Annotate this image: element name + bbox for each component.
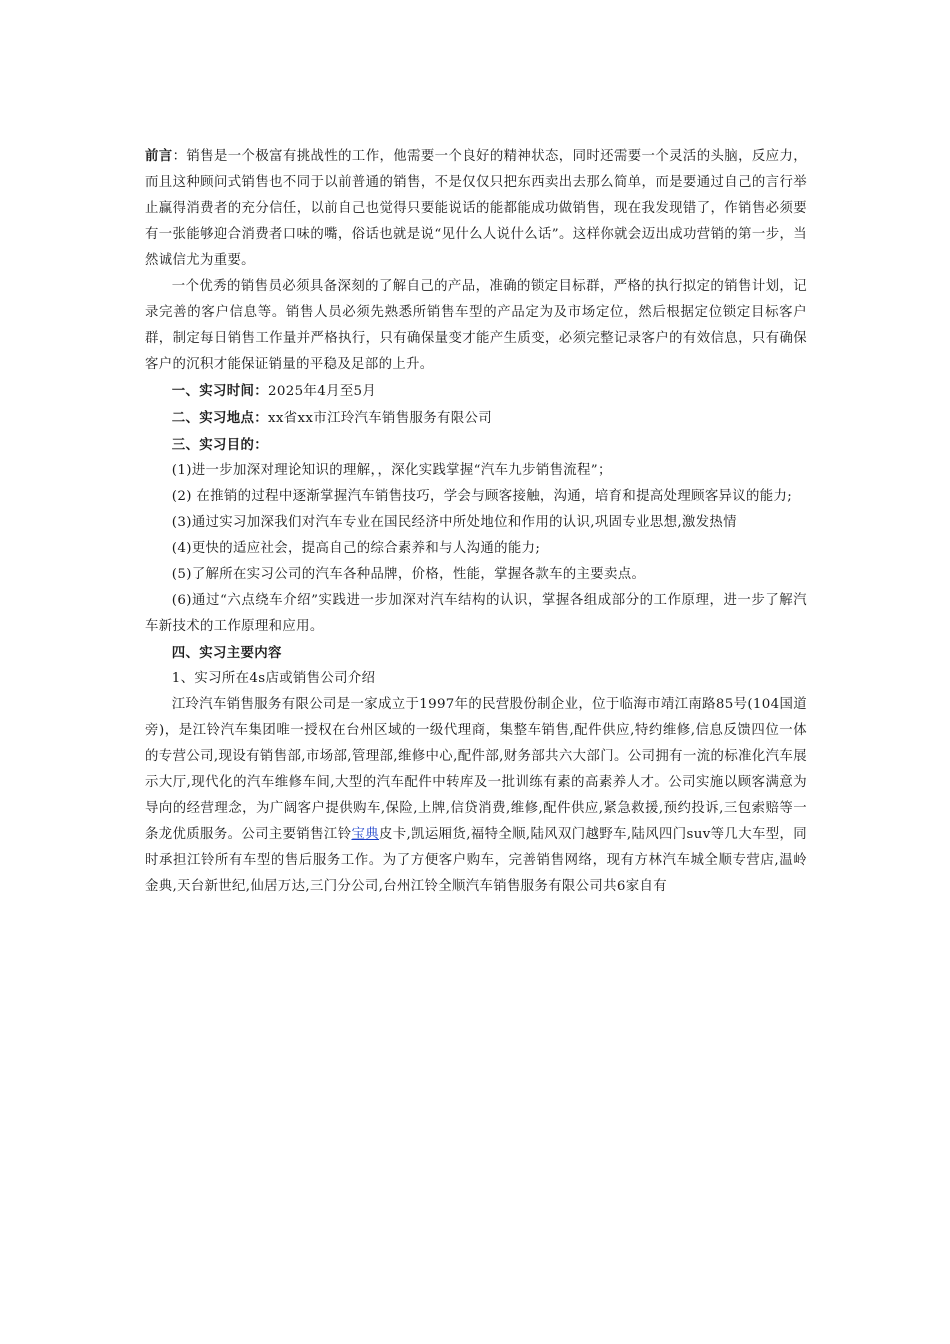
- section-internship-time: [145, 378, 807, 405]
- section-heading: 一、实习时间：: [171, 383, 268, 399]
- purpose-item: (2) 在推销的过程中逐渐掌握汽车销售技巧，学会与顾客接触，沟通，培育和提高处理顾客异议的能力;: [171, 489, 793, 504]
- purpose-item: (3)通过实习加深我们对汽车专业在国民经济中所处地位和作用的认识,巩固专业思想,激发热情: [171, 515, 737, 530]
- document-page: [145, 143, 807, 900]
- section-value: xx省xx市江玲汽车销售服务有限公司: [267, 411, 492, 426]
- section-internship-location: [145, 405, 807, 432]
- purpose-item: (4)更快的适应社会，提高自己的综合素养和与人沟通的能力;: [171, 541, 541, 556]
- section-main-content-heading: 四、实习主要内容: [171, 645, 282, 661]
- preface-paragraph: [145, 143, 807, 274]
- section-heading: 二、实习地点：: [171, 410, 268, 426]
- company-intro-paragraph: [145, 692, 807, 900]
- baodian-link[interactable]: 宝典: [351, 827, 379, 842]
- preface-colon: ：: [172, 149, 187, 164]
- section-internship-purpose-heading: 三、实习目的：: [171, 437, 268, 453]
- section-value: 2025年4月至5月: [267, 384, 377, 399]
- purpose-item: (6)通过“六点绕车介绍”实践进一步加深对汽车结构的认识，掌握各组成部分的工作原理，进一步了解汽车新技术的工作原理和应用。: [145, 593, 807, 634]
- purpose-item: (1)进一步加深对理论知识的理解，，深化实践掌握“汽车九步销售流程”；: [171, 463, 612, 478]
- company-text: 皮卡,凯运厢货,福特全顺,陆风双门越野车,陆风四门suv等几大车型，同时承担江铃所有车型的售后服务工作。为了方便客户购车，完善销售网络，现有方林汽车城全顺专营店,温岭金典,天台新世纪,仙居万达,三门分公司,台州江铃全顺汽车销售服务有限公司共6家自有: [145, 827, 807, 894]
- purpose-item: (5)了解所在实习公司的汽车各种品牌，价格，性能，掌握各款车的主要卖点。: [171, 567, 646, 582]
- preface-text: 销售是一个极富有挑战性的工作，他需要一个良好的精神状态，同时还需要一个灵活的头脑，反应力，而且这种顾问式销售也不同于以前普通的销售，不是仅仅只把东西卖出去那么简单，而是要通过自己的言行举止赢得消费者的充分信任，以前自己也觉得只要能说话的能都能成功做销售，现在我发现错了，作销售必须要有一张能够迎合消费者口味的嘴，俗话也就是说“见什么人说什么话”。这样你就会迈出成功营销的第一步，当然诚信尤为重要。: [145, 149, 807, 268]
- subsection-title: 1、实习所在4s店或销售公司介绍: [171, 671, 376, 686]
- intro-paragraph: 一个优秀的销售员必须具备深刻的了解自己的产品，准确的锁定目标群，严格的执行拟定的销售计划，记录完善的客户信息等。销售人员必须先熟悉所销售车型的产品定为及市场定位，然后根据定位锁定目标客户群，制定每日销售工作量并严格执行，只有确保量变才能产生质变，必须完整记录客户的有效信息，只有确保客户的沉积才能保证销量的平稳及足部的上升。: [145, 279, 807, 372]
- company-text: 江玲汽车销售服务有限公司是一家成立于1997年的民营股份制企业，位于临海市靖江南路85号(104国道旁)，是江铃汽车集团唯一授权在台州区域的一级代理商，集整车销售,配件供应,特约维修,信息反馈四位一体的专营公司,现设有销售部,市场部,管理部,维修中心,配件部,财务部共六大部门。公司拥有一流的标准化汽车展示大厅,现代化的汽车维修车间,大型的汽车配件中转库及一批训练有素的高素养人才。公司实施以顾客满意为导向的经营理念，为广阔客户提供购车,保险,上牌,信贷消费,维修,配件供应,紧急救援,预约投诉,三包索赔等一条龙优质服务。公司主要销售江铃: [145, 697, 807, 842]
- preface-label: 前言: [145, 148, 173, 164]
